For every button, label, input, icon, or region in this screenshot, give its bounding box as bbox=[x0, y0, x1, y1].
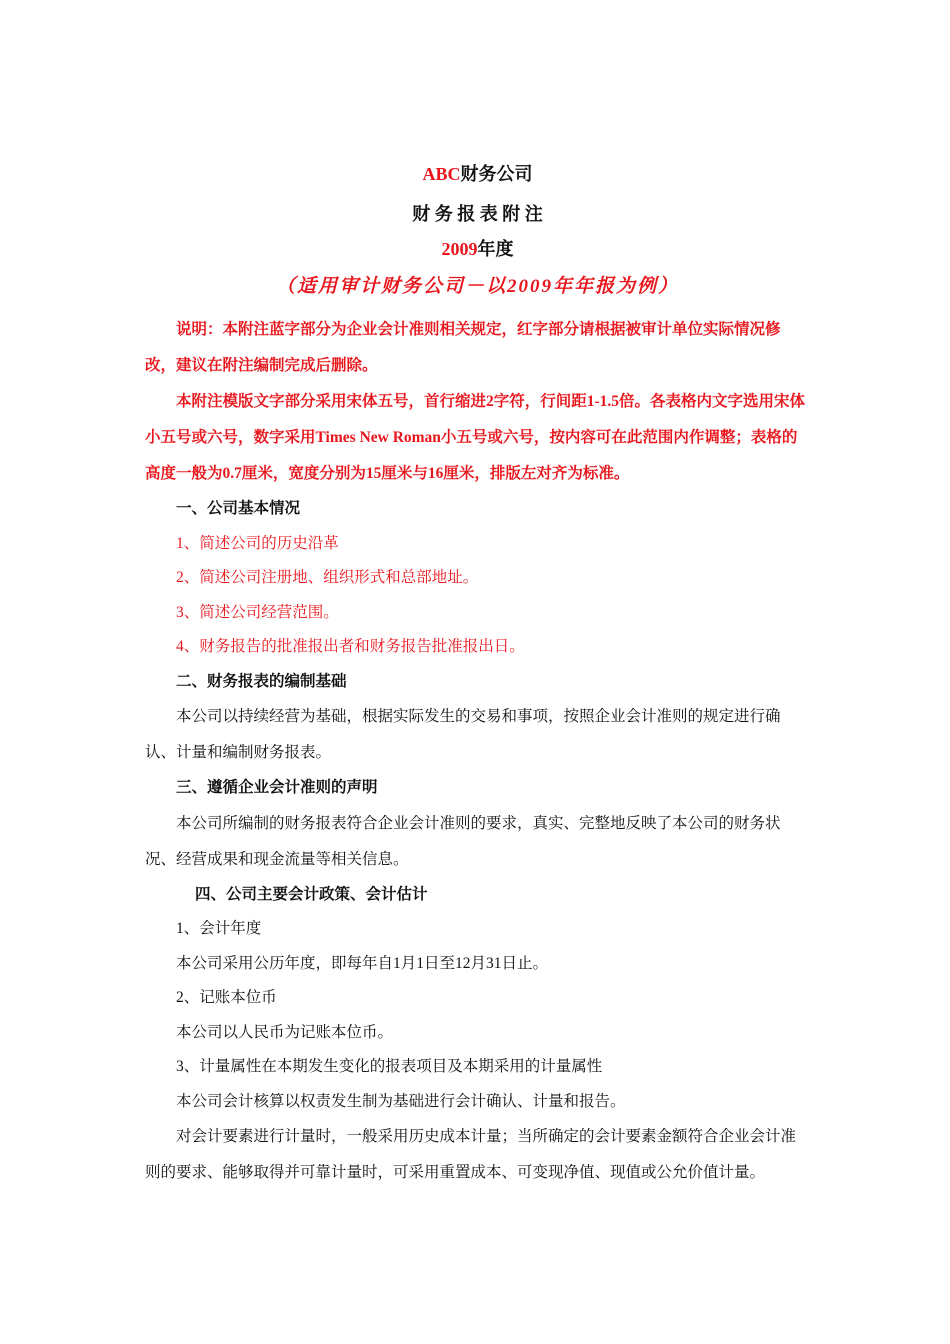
document-subtitle: （适用审计财务公司－以2009年年报为例） bbox=[275, 276, 679, 297]
subsection-fiscal-year-body: 本公司采用公历年度，即每年自1月1日至12月31日止。 bbox=[176, 954, 549, 972]
report-year-number: 2009 bbox=[441, 239, 478, 259]
subsection-measurement-body: 本公司会计核算以权责发生制为基础进行会计确认、计量和报告。 bbox=[176, 1092, 626, 1110]
company-brand: ABC bbox=[422, 164, 461, 184]
report-year-suffix: 年度 bbox=[477, 239, 514, 259]
report-year bbox=[145, 235, 810, 263]
notice-paragraph-2: 本附注模版文字部分采用宋体五号，首行缩进2字符，行间距1-1.5倍。各表格内文字选用宋体小五号或六号，数字采用Times New Roman小五号或六号，按内容可在此范围内作调整；表格的高度一般为0.7厘米，宽度分别为15厘米与16厘米，排版左对齐为标准。 bbox=[145, 393, 806, 482]
section-1-item: 3、简述公司经营范围。 bbox=[176, 603, 339, 621]
document-title: 财 务 报 表 附 注 bbox=[412, 204, 543, 224]
document-body bbox=[145, 160, 810, 1191]
section-2-body: 本公司以持续经营为基础，根据实际发生的交易和事项，按照企业会计准则的规定进行确认、计量和编制财务报表。 bbox=[145, 708, 781, 761]
section-1-item: 2、简述公司注册地、组织形式和总部地址。 bbox=[176, 569, 479, 586]
notice-paragraph-1: 说明：本附注蓝字部分为企业会计准则相关规定，红字部分请根据被审计单位实际情况修改，建议在附注编制完成后删除。 bbox=[145, 321, 781, 374]
section-4-heading: 四、公司主要会计政策、会计估计 bbox=[195, 885, 428, 903]
subsection-currency-body: 本公司以人民币为记账本位币。 bbox=[176, 1023, 394, 1041]
section-1-item: 1、简述公司的历史沿革 bbox=[176, 534, 339, 552]
subsection-measurement-title: 3、计量属性在本期发生变化的报表项目及本期采用的计量属性 bbox=[176, 1058, 603, 1075]
company-name bbox=[145, 160, 810, 188]
section-3-body: 本公司所编制的财务报表符合企业会计准则的要求，真实、完整地反映了本公司的财务状况、经营成果和现金流量等相关信息。 bbox=[145, 814, 781, 868]
section-1-item: 4、财务报告的批准报出者和财务报告批准报出日。 bbox=[176, 638, 525, 655]
subsection-fiscal-year-title: 1、会计年度 bbox=[176, 920, 262, 937]
section-1-heading: 一、公司基本情况 bbox=[176, 500, 301, 517]
subsection-measurement-detail: 对会计要素进行计量时，一般采用历史成本计量；当所确定的会计要素金额符合企业会计准则的要求、能够取得并可靠计量时，可采用重置成本、可变现净值、现值或公允价值计量。 bbox=[145, 1128, 797, 1181]
section-3-heading: 三、遵循企业会计准则的声明 bbox=[176, 779, 378, 796]
section-2-heading: 二、财务报表的编制基础 bbox=[176, 672, 347, 690]
company-name-rest: 财务公司 bbox=[460, 164, 533, 184]
subsection-currency-title: 2、记账本位币 bbox=[176, 989, 277, 1006]
